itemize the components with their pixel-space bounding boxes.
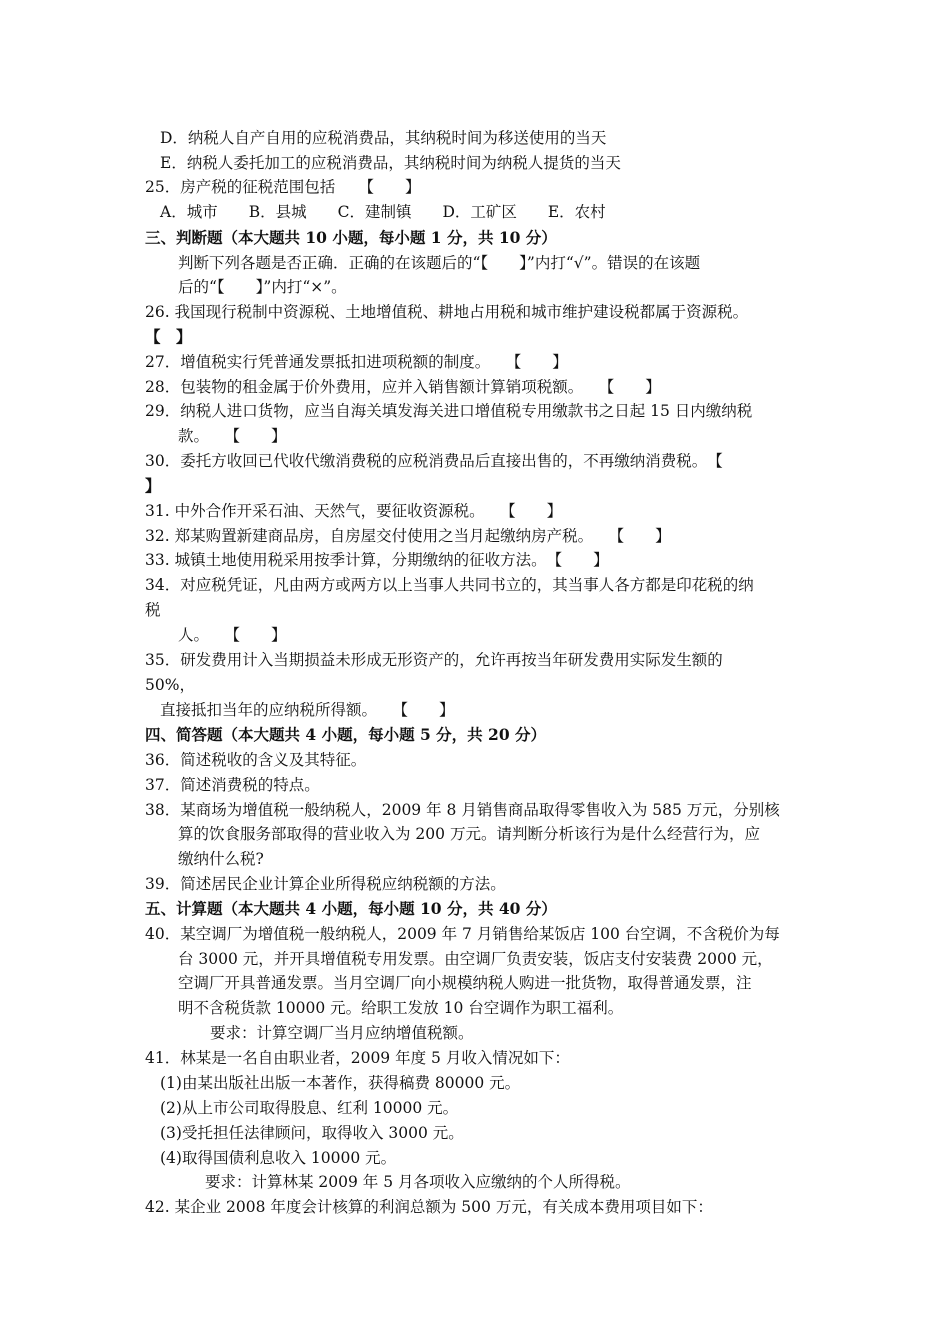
question-31: 31. 中外合作开采石油、天然气，要征收资源税。 【 】 bbox=[145, 502, 563, 520]
section-5-heading: 五、计算题（本大题共 4 小题，每小题 10 分，共 40 分） bbox=[145, 899, 557, 918]
question-28: 28．包装物的租金属于价外费用，应并入销售额计算销项税额。 【 】 bbox=[145, 378, 661, 396]
question-34-line1: 34．对应税凭证，凡由两方或两方以上当事人共同书立的，其当事人各方都是印花税的纳 bbox=[145, 576, 754, 594]
question-38-line1: 38．某商场为增值税一般纳税人，2009 年 8 月销售商品取得零售收入为 585 万元，分别核 bbox=[145, 801, 780, 819]
question-41-item-4: (4)取得国债利息收入 10000 元。 bbox=[160, 1149, 397, 1167]
question-37: 37．简述消费税的特点。 bbox=[145, 776, 320, 794]
question-40-line3: 空调厂开具普通发票。当月空调厂向小规模纳税人购进一批货物，取得普通发票，注 bbox=[178, 974, 752, 992]
question-40-line4: 明不含税货款 10000 元。给职工发放 10 台空调作为职工福利。 bbox=[178, 999, 624, 1017]
question-38-line2: 算的饮食服务部取得的营业收入为 200 万元。请判断分析该行为是什么经营行为，应 bbox=[178, 825, 760, 843]
question-29-line1: 29．纳税人进口货物，应当自海关填发海关进口增值税专用缴款书之日起 15 日内缴纳税 bbox=[145, 402, 753, 420]
question-35-line3: 直接抵扣当年的应纳税所得额。 【 】 bbox=[160, 701, 455, 719]
section-3-instructions-line2: 后的“【 】”内打“×”。 bbox=[178, 278, 347, 296]
section-3-instructions-line1: 判断下列各题是否正确．正确的在该题后的“【 】”内打“√”。错误的在该题 bbox=[178, 254, 701, 272]
question-33: 33. 城镇土地使用税采用按季计算，分期缴纳的征收方法。 【 】 bbox=[145, 551, 609, 569]
question-30: 30．委托方收回已代收代缴消费税的应税消费品后直接出售的，不再缴纳消费税。 【 bbox=[145, 452, 723, 470]
question-42: 42. 某企业 2008 年度会计核算的利润总额为 500 万元，有关成本费用项目如下： bbox=[145, 1198, 713, 1216]
question-25-options: A．城市 B．县城 C．建制镇 D．工矿区 E．农村 bbox=[160, 203, 606, 221]
question-39: 39．简述居民企业计算企业所得税应纳税额的方法。 bbox=[145, 875, 506, 893]
section-4-heading: 四、简答题（本大题共 4 小题，每小题 5 分，共 20 分） bbox=[145, 725, 547, 744]
question-41-requirement: 要求：计算林某 2009 年 5 月各项收入应缴纳的个人所得税。 bbox=[205, 1173, 631, 1191]
question-34-line3: 人。 【 】 bbox=[178, 626, 287, 644]
option-d-text: D．纳税人自产自用的应税消费品，其纳税时间为移送使用的当天 bbox=[160, 129, 607, 147]
section-3-heading: 三、判断题（本大题共 10 小题，每小题 1 分，共 10 分） bbox=[145, 228, 557, 247]
question-35-line2: 50%， bbox=[145, 676, 195, 694]
question-32: 32. 郑某购置新建商品房，自房屋交付使用之当月起缴纳房产税。 【 】 bbox=[145, 527, 671, 545]
question-41: 41．林某是一名自由职业者，2009 年度 5 月收入情况如下： bbox=[145, 1049, 570, 1067]
question-26: 26. 我国现行税制中资源税、土地增值税、耕地占用税和城市维护建设税都属于资源税。 bbox=[145, 303, 749, 321]
question-30-bracket: 】 bbox=[145, 476, 161, 495]
question-35-line1: 35．研发费用计入当期损益未形成无形资产的，允许再按当年研发费用实际发生额的 bbox=[145, 651, 723, 669]
option-e-text: E．纳税人委托加工的应税消费品，其纳税时间为纳税人提货的当天 bbox=[160, 154, 621, 172]
question-25: 25．房产税的征税范围包括 【 】 bbox=[145, 178, 421, 196]
question-36: 36．简述税收的含义及其特征。 bbox=[145, 751, 367, 769]
question-41-item-1: (1)由某出版社出版一本著作，获得稿费 80000 元。 bbox=[160, 1074, 521, 1092]
question-40-line2: 台 3000 元，并开具增值税专用发票。由空调厂负责安装，饭店支付安装费 2000 元， bbox=[178, 950, 773, 968]
question-41-item-3: (3)受托担任法律顾问，取得收入 3000 元。 bbox=[160, 1124, 464, 1142]
question-27: 27．增值税实行凭普通发票抵扣进项税额的制度。 【 】 bbox=[145, 353, 568, 371]
question-26-bracket: 【 】 bbox=[145, 327, 192, 346]
question-40-line1: 40．某空调厂为增值税一般纳税人，2009 年 7 月销售给某饭店 100 台空调，不含税价为每 bbox=[145, 925, 780, 943]
question-38-line3: 缴纳什么税? bbox=[178, 850, 264, 868]
question-41-item-2: (2)从上市公司取得股息、红利 10000 元。 bbox=[160, 1099, 459, 1117]
question-40-requirement: 要求：计算空调厂当月应纳增值税额。 bbox=[210, 1024, 474, 1042]
question-29-line2: 款。 【 】 bbox=[178, 427, 287, 445]
question-34-line2: 税 bbox=[145, 601, 161, 619]
